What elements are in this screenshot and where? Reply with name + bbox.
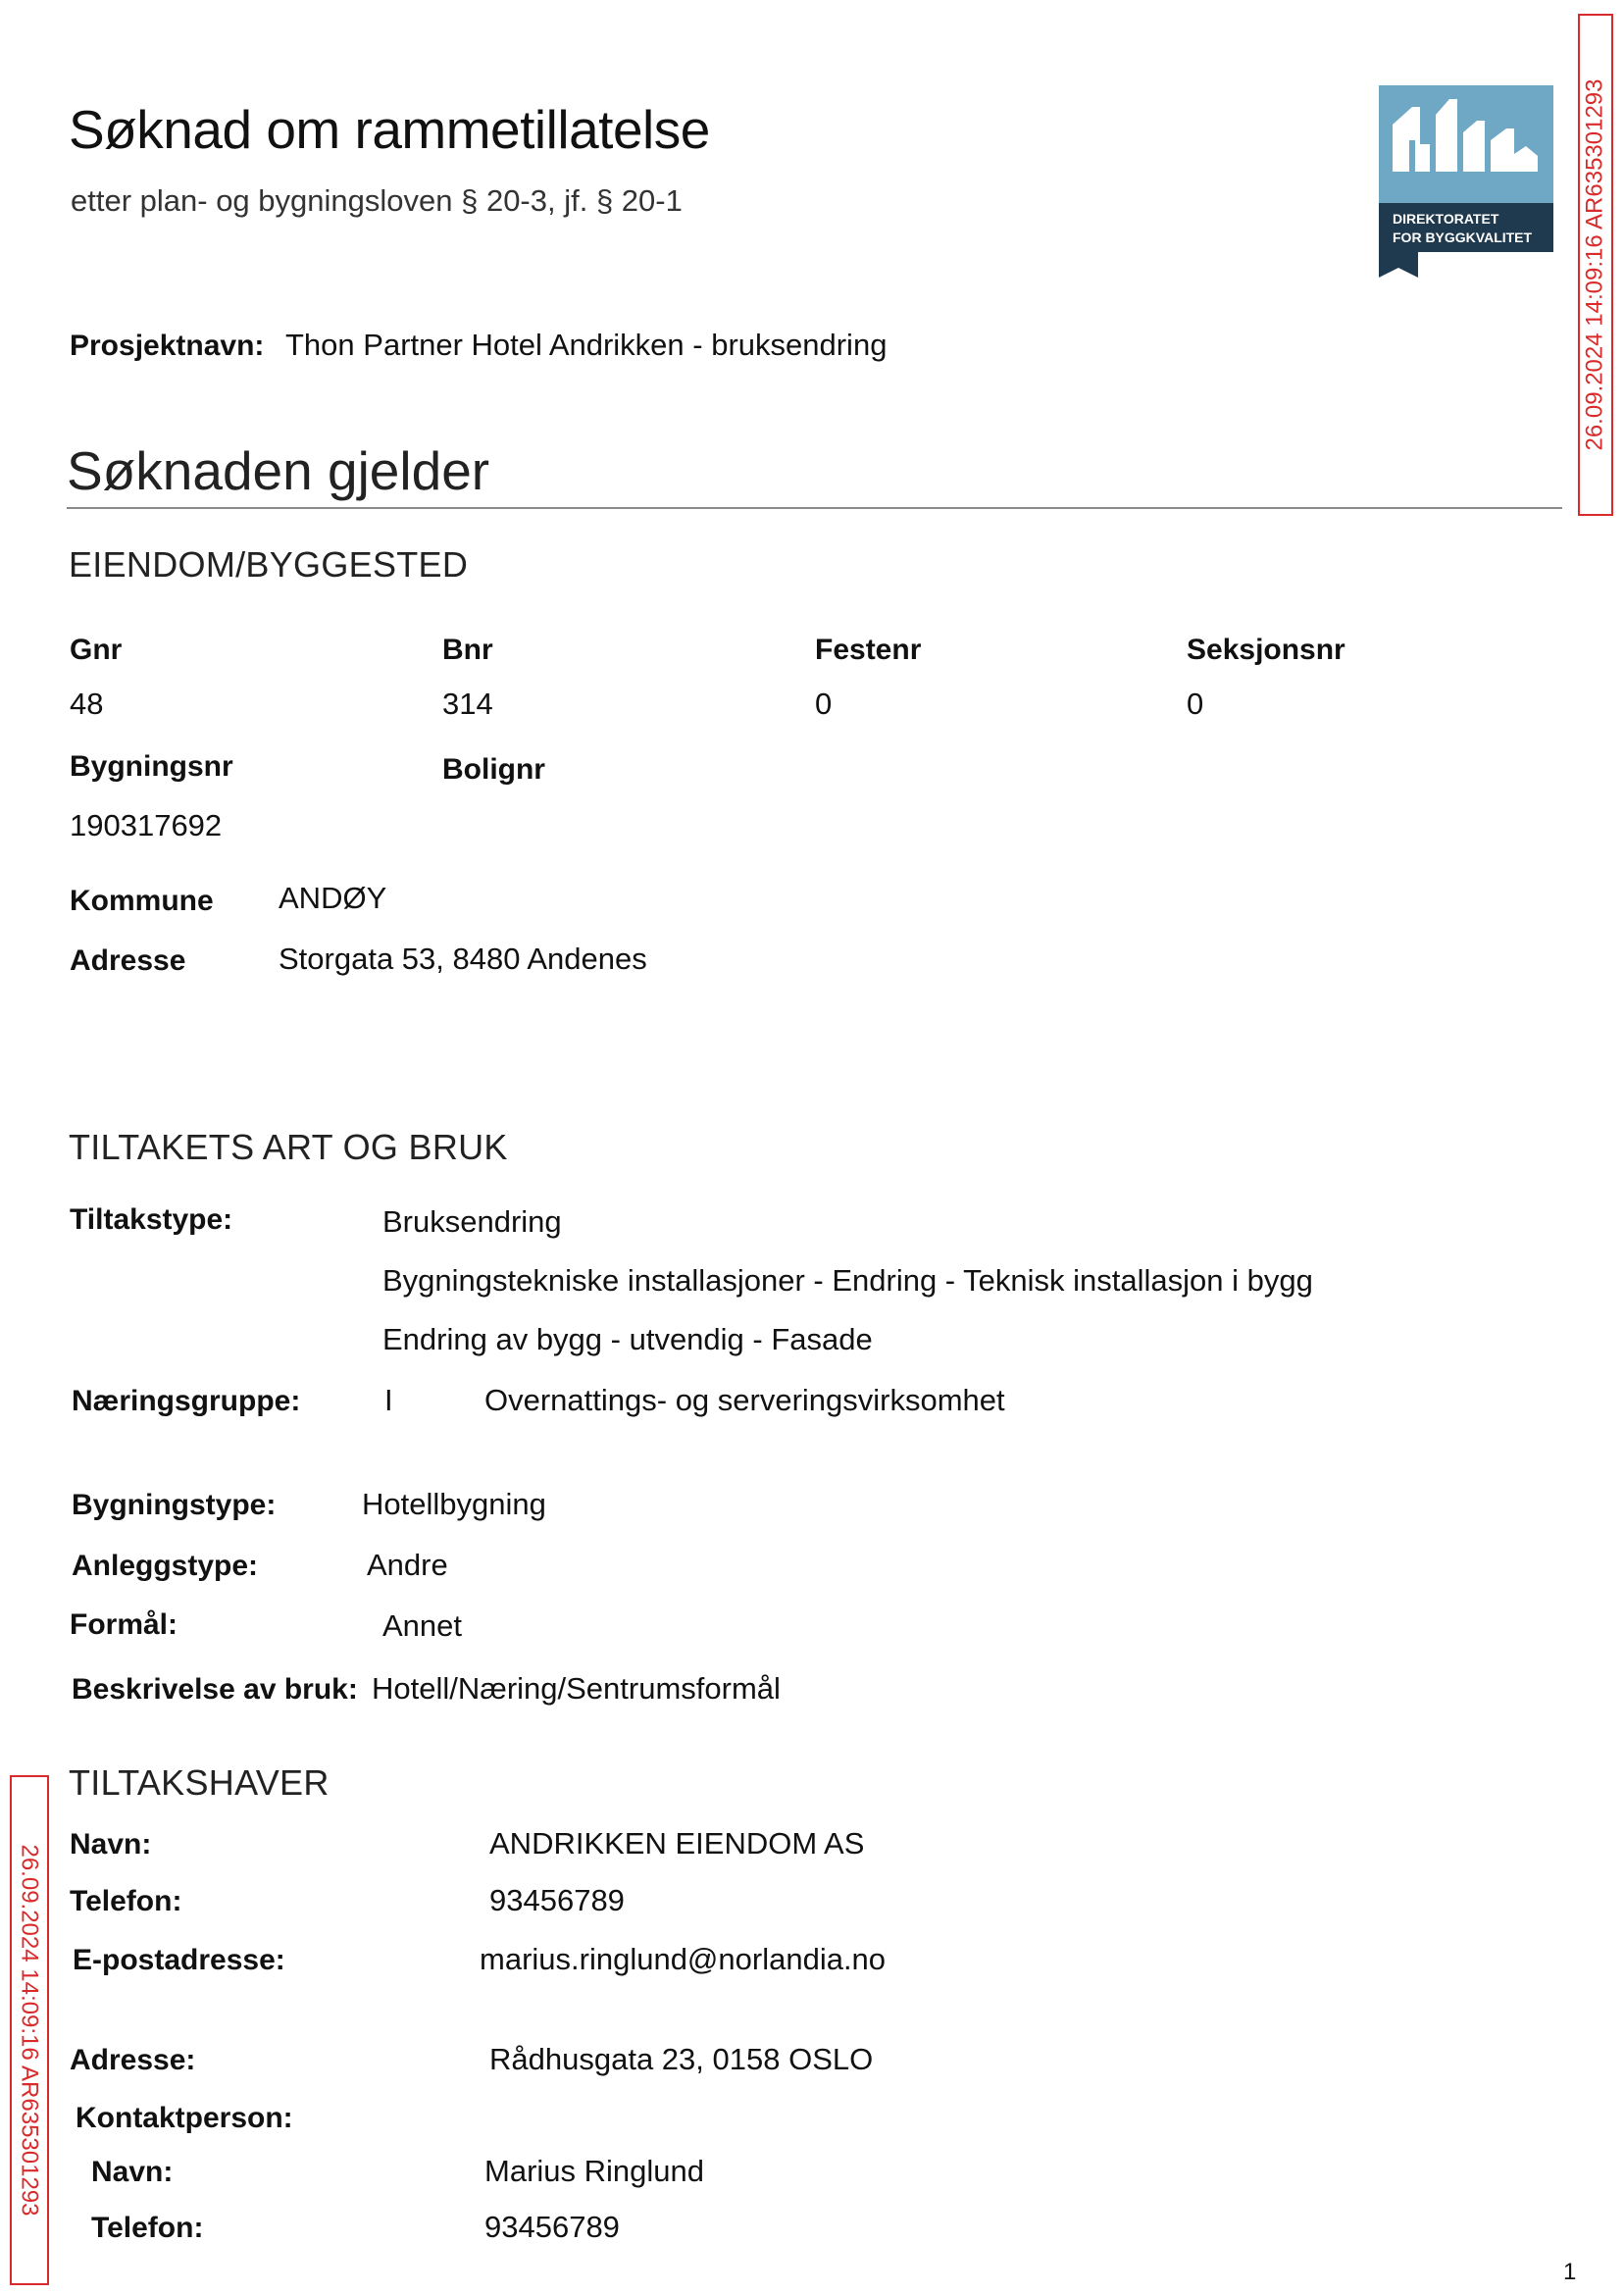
kontaktperson-telefon-value: 93456789 xyxy=(484,2210,620,2244)
kontaktperson-label: Kontaktperson: xyxy=(76,2102,293,2134)
beskrivelse-value: Hotell/Næring/Sentrumsformål xyxy=(372,1671,781,1706)
tiltakshaver-navn-label: Navn: xyxy=(70,1828,152,1861)
kontaktperson-telefon-label: Telefon: xyxy=(91,2212,204,2244)
kontaktperson-navn-label: Navn: xyxy=(91,2156,174,2188)
project-label: Prosjektnavn: xyxy=(70,330,265,362)
kontaktperson-navn-value: Marius Ringlund xyxy=(484,2154,704,2188)
tiltak-heading: TILTAKETS ART OG BRUK xyxy=(69,1127,508,1167)
eiendom-heading: EIENDOM/BYGGESTED xyxy=(69,544,469,585)
beskrivelse-label: Beskrivelse av bruk: xyxy=(72,1673,358,1706)
bnr-value: 314 xyxy=(442,687,493,721)
naeringsgruppe-text: Overnattings- og serveringsvirksomhet xyxy=(484,1383,1005,1417)
tiltakstype-item: Endring av bygg - utvendig - Fasade xyxy=(382,1322,873,1356)
formal-label: Formål: xyxy=(70,1608,178,1641)
tiltakshaver-navn-value: ANDRIKKEN EIENDOM AS xyxy=(489,1826,865,1861)
anleggstype-value: Andre xyxy=(367,1548,448,1582)
dibk-logo xyxy=(1379,85,1553,278)
section-divider xyxy=(67,507,1562,509)
gnr-value: 48 xyxy=(70,687,104,721)
timestamp-stamp-left xyxy=(10,1775,49,2285)
bygningstype-label: Bygningstype: xyxy=(72,1489,277,1521)
timestamp-stamp-text: 26.09.2024 14:09:16 AR635301293 xyxy=(1582,78,1608,451)
tiltakshaver-telefon-label: Telefon: xyxy=(70,1885,182,1917)
svg-text:DIREKTORATET: DIREKTORATET xyxy=(1393,211,1499,227)
adresse-label: Adresse xyxy=(70,944,186,977)
formal-value: Annet xyxy=(382,1608,463,1643)
kommune-value: ANDØY xyxy=(279,881,387,915)
timestamp-stamp-text: 26.09.2024 14:09:16 AR635301293 xyxy=(17,1844,43,2217)
timestamp-stamp-top xyxy=(1578,14,1613,516)
tiltakshaver-adresse-value: Rådhusgata 23, 0158 OSLO xyxy=(489,2042,874,2076)
svg-text:FOR BYGGKVALITET: FOR BYGGKVALITET xyxy=(1393,229,1533,245)
dibk-logo-icon xyxy=(1379,85,1553,278)
bygningsnr-value: 190317692 xyxy=(70,808,223,842)
document-subtitle: etter plan- og bygningsloven § 20-3, jf. § 20-1 xyxy=(71,183,683,218)
tiltakshaver-epost-label: E-postadresse: xyxy=(73,1944,285,1976)
gnr-label: Gnr xyxy=(70,634,123,666)
tiltakstype-label: Tiltakstype: xyxy=(70,1203,233,1236)
naeringsgruppe-label: Næringsgruppe: xyxy=(72,1385,301,1417)
document-title: Søknad om rammetillatelse xyxy=(69,99,710,160)
adresse-value: Storgata 53, 8480 Andenes xyxy=(279,942,647,976)
tiltakshaver-telefon-value: 93456789 xyxy=(489,1883,625,1917)
bnr-label: Bnr xyxy=(442,634,493,666)
anleggstype-label: Anleggstype: xyxy=(72,1550,259,1582)
seksjonsnr-label: Seksjonsnr xyxy=(1187,634,1345,666)
tiltakshaver-epost-value: marius.ringlund@norlandia.no xyxy=(480,1942,887,1976)
bygningsnr-label: Bygningsnr xyxy=(70,750,233,783)
bolignr-label: Bolignr xyxy=(442,753,545,786)
tiltakshaver-adresse-label: Adresse: xyxy=(70,2044,196,2076)
festenr-label: Festenr xyxy=(815,634,922,666)
naeringsgruppe-code: I xyxy=(384,1383,393,1417)
bygningstype-value: Hotellbygning xyxy=(362,1487,546,1521)
tiltakstype-item: Bygningstekniske installasjoner - Endring - Teknisk installasjon i bygg xyxy=(382,1263,1313,1298)
kommune-label: Kommune xyxy=(70,885,214,917)
tiltakshaver-heading: TILTAKSHAVER xyxy=(69,1762,330,1803)
section-title: Søknaden gjelder xyxy=(67,440,490,501)
festenr-value: 0 xyxy=(815,687,833,721)
page-number: 1 xyxy=(1563,2259,1577,2285)
seksjonsnr-value: 0 xyxy=(1187,687,1204,721)
tiltakstype-item: Bruksendring xyxy=(382,1204,562,1239)
project-value: Thon Partner Hotel Andrikken - bruksendring xyxy=(285,328,888,362)
